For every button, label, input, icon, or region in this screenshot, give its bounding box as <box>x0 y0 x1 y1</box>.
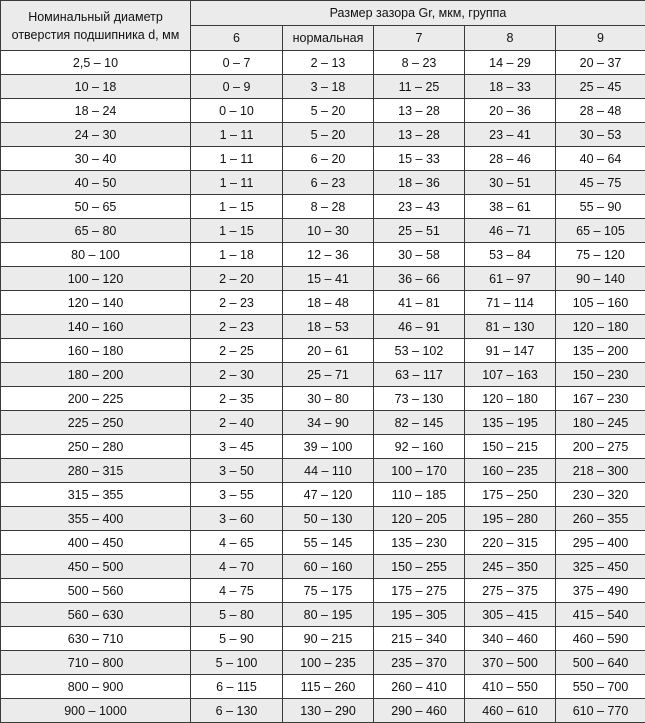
table-row <box>1 579 645 603</box>
group-9-cell: 167 – 230 <box>556 387 645 411</box>
group-6-cell: 2 – 30 <box>191 363 283 387</box>
group-6-cell: 3 – 50 <box>191 459 283 483</box>
group-7-cell: 215 – 340 <box>374 627 465 651</box>
group-8-cell: 160 – 235 <box>465 459 556 483</box>
diameter-cell: 18 – 24 <box>1 99 191 123</box>
group-normal-cell: 3 – 18 <box>283 75 374 99</box>
table-row <box>1 99 645 123</box>
diameter-cell: 140 – 160 <box>1 315 191 339</box>
group-6-cell: 5 – 100 <box>191 651 283 675</box>
group-6-cell: 2 – 35 <box>191 387 283 411</box>
table-row <box>1 651 645 675</box>
group-8-cell: 150 – 215 <box>465 435 556 459</box>
group-9-cell: 415 – 540 <box>556 603 645 627</box>
group-normal-cell: 20 – 61 <box>283 339 374 363</box>
group-8-cell: 20 – 36 <box>465 99 556 123</box>
diameter-cell: 900 – 1000 <box>1 699 191 723</box>
group-6-cell: 4 – 65 <box>191 531 283 555</box>
group-6-cell: 6 – 130 <box>191 699 283 723</box>
group-normal-cell: 5 – 20 <box>283 123 374 147</box>
group-7-cell: 13 – 28 <box>374 99 465 123</box>
group-6-cell: 2 – 23 <box>191 315 283 339</box>
group-8-cell: 370 – 500 <box>465 651 556 675</box>
group-9-cell: 65 – 105 <box>556 219 645 243</box>
group-9-cell: 150 – 230 <box>556 363 645 387</box>
group-normal-cell: 15 – 41 <box>283 267 374 291</box>
group-7-cell: 63 – 117 <box>374 363 465 387</box>
group-normal-cell: 10 – 30 <box>283 219 374 243</box>
group-normal-cell: 60 – 160 <box>283 555 374 579</box>
table-row <box>1 195 645 219</box>
diameter-cell: 250 – 280 <box>1 435 191 459</box>
group-6-cell: 2 – 25 <box>191 339 283 363</box>
table-row <box>1 603 645 627</box>
group-6-cell: 5 – 90 <box>191 627 283 651</box>
group-header-8: 8 <box>465 26 556 51</box>
group-8-cell: 340 – 460 <box>465 627 556 651</box>
table-row <box>1 339 645 363</box>
diameter-cell: 315 – 355 <box>1 483 191 507</box>
diameter-cell: 30 – 40 <box>1 147 191 171</box>
group-normal-cell: 5 – 20 <box>283 99 374 123</box>
diameter-cell: 120 – 140 <box>1 291 191 315</box>
table-row <box>1 507 645 531</box>
table-row <box>1 483 645 507</box>
group-7-cell: 18 – 36 <box>374 171 465 195</box>
group-9-cell: 180 – 245 <box>556 411 645 435</box>
group-8-cell: 135 – 195 <box>465 411 556 435</box>
group-6-cell: 3 – 60 <box>191 507 283 531</box>
group-9-cell: 135 – 200 <box>556 339 645 363</box>
group-8-cell: 107 – 163 <box>465 363 556 387</box>
group-8-cell: 195 – 280 <box>465 507 556 531</box>
diameter-cell: 500 – 560 <box>1 579 191 603</box>
diameter-cell: 50 – 65 <box>1 195 191 219</box>
group-7-cell: 92 – 160 <box>374 435 465 459</box>
diameter-cell: 560 – 630 <box>1 603 191 627</box>
table-row <box>1 171 645 195</box>
group-6-cell: 1 – 11 <box>191 171 283 195</box>
diameter-cell: 40 – 50 <box>1 171 191 195</box>
group-6-cell: 1 – 15 <box>191 219 283 243</box>
group-7-cell: 23 – 43 <box>374 195 465 219</box>
group-7-cell: 25 – 51 <box>374 219 465 243</box>
table-row <box>1 627 645 651</box>
group-6-cell: 1 – 15 <box>191 195 283 219</box>
diameter-cell: 160 – 180 <box>1 339 191 363</box>
group-7-cell: 73 – 130 <box>374 387 465 411</box>
group-normal-cell: 44 – 110 <box>283 459 374 483</box>
diameter-cell: 180 – 200 <box>1 363 191 387</box>
diameter-cell: 450 – 500 <box>1 555 191 579</box>
group-8-cell: 275 – 375 <box>465 579 556 603</box>
table-row <box>1 387 645 411</box>
group-9-cell: 55 – 90 <box>556 195 645 219</box>
group-9-cell: 295 – 400 <box>556 531 645 555</box>
group-header-7: 7 <box>374 26 465 51</box>
group-7-cell: 13 – 28 <box>374 123 465 147</box>
group-6-cell: 0 – 9 <box>191 75 283 99</box>
group-header-normal: нормальная <box>283 26 374 51</box>
header-row-1 <box>1 1 645 26</box>
table-row <box>1 459 645 483</box>
group-8-cell: 175 – 250 <box>465 483 556 507</box>
group-7-cell: 100 – 170 <box>374 459 465 483</box>
table-row <box>1 363 645 387</box>
table-row <box>1 315 645 339</box>
group-9-cell: 28 – 48 <box>556 99 645 123</box>
diameter-cell: 100 – 120 <box>1 267 191 291</box>
group-8-cell: 91 – 147 <box>465 339 556 363</box>
diameter-cell: 24 – 30 <box>1 123 191 147</box>
table-row <box>1 75 645 99</box>
group-7-cell: 46 – 91 <box>374 315 465 339</box>
group-7-cell: 36 – 66 <box>374 267 465 291</box>
group-6-cell: 3 – 45 <box>191 435 283 459</box>
group-9-cell: 550 – 700 <box>556 675 645 699</box>
group-9-cell: 40 – 64 <box>556 147 645 171</box>
group-6-cell: 2 – 40 <box>191 411 283 435</box>
group-6-cell: 5 – 80 <box>191 603 283 627</box>
group-normal-cell: 100 – 235 <box>283 651 374 675</box>
group-9-cell: 25 – 45 <box>556 75 645 99</box>
group-normal-cell: 2 – 13 <box>283 51 374 75</box>
group-6-cell: 1 – 11 <box>191 123 283 147</box>
group-8-cell: 410 – 550 <box>465 675 556 699</box>
group-header-6: 6 <box>191 26 283 51</box>
diameter-cell: 280 – 315 <box>1 459 191 483</box>
group-normal-cell: 25 – 71 <box>283 363 374 387</box>
group-9-cell: 105 – 160 <box>556 291 645 315</box>
table-row <box>1 51 645 75</box>
group-6-cell: 4 – 70 <box>191 555 283 579</box>
group-9-cell: 200 – 275 <box>556 435 645 459</box>
group-8-cell: 23 – 41 <box>465 123 556 147</box>
group-8-cell: 460 – 610 <box>465 699 556 723</box>
group-6-cell: 4 – 75 <box>191 579 283 603</box>
group-7-cell: 290 – 460 <box>374 699 465 723</box>
table-row <box>1 291 645 315</box>
table-header <box>1 1 645 51</box>
group-8-cell: 28 – 46 <box>465 147 556 171</box>
group-8-cell: 120 – 180 <box>465 387 556 411</box>
group-9-cell: 45 – 75 <box>556 171 645 195</box>
group-normal-cell: 6 – 23 <box>283 171 374 195</box>
group-7-cell: 41 – 81 <box>374 291 465 315</box>
group-7-cell: 11 – 25 <box>374 75 465 99</box>
group-6-cell: 0 – 10 <box>191 99 283 123</box>
group-7-cell: 150 – 255 <box>374 555 465 579</box>
group-6-cell: 2 – 20 <box>191 267 283 291</box>
group-header-9: 9 <box>556 26 645 51</box>
diameter-cell: 710 – 800 <box>1 651 191 675</box>
table-row <box>1 267 645 291</box>
diameter-cell: 630 – 710 <box>1 627 191 651</box>
group-normal-cell: 130 – 290 <box>283 699 374 723</box>
table-row <box>1 243 645 267</box>
group-normal-cell: 18 – 53 <box>283 315 374 339</box>
diameter-cell: 10 – 18 <box>1 75 191 99</box>
group-normal-cell: 8 – 28 <box>283 195 374 219</box>
table-row <box>1 123 645 147</box>
clearance-group-title: Размер зазора Gr, мкм, группа <box>191 1 645 26</box>
group-9-cell: 230 – 320 <box>556 483 645 507</box>
group-6-cell: 2 – 23 <box>191 291 283 315</box>
table-row <box>1 531 645 555</box>
group-normal-cell: 90 – 215 <box>283 627 374 651</box>
group-8-cell: 71 – 114 <box>465 291 556 315</box>
group-8-cell: 81 – 130 <box>465 315 556 339</box>
group-6-cell: 1 – 18 <box>191 243 283 267</box>
group-normal-cell: 47 – 120 <box>283 483 374 507</box>
table-row <box>1 675 645 699</box>
group-8-cell: 53 – 84 <box>465 243 556 267</box>
group-9-cell: 325 – 450 <box>556 555 645 579</box>
group-9-cell: 610 – 770 <box>556 699 645 723</box>
group-8-cell: 46 – 71 <box>465 219 556 243</box>
group-8-cell: 14 – 29 <box>465 51 556 75</box>
group-9-cell: 20 – 37 <box>556 51 645 75</box>
group-9-cell: 90 – 140 <box>556 267 645 291</box>
group-normal-cell: 6 – 20 <box>283 147 374 171</box>
diameter-cell: 80 – 100 <box>1 243 191 267</box>
group-9-cell: 218 – 300 <box>556 459 645 483</box>
diameter-cell: 2,5 – 10 <box>1 51 191 75</box>
group-7-cell: 53 – 102 <box>374 339 465 363</box>
table-row <box>1 219 645 243</box>
group-7-cell: 175 – 275 <box>374 579 465 603</box>
group-9-cell: 120 – 180 <box>556 315 645 339</box>
group-9-cell: 30 – 53 <box>556 123 645 147</box>
diameter-column-header: Номинальный диаметр отверстия подшипника d, мм <box>1 1 191 51</box>
table-row <box>1 699 645 723</box>
group-8-cell: 18 – 33 <box>465 75 556 99</box>
group-9-cell: 375 – 490 <box>556 579 645 603</box>
group-7-cell: 8 – 23 <box>374 51 465 75</box>
group-normal-cell: 55 – 145 <box>283 531 374 555</box>
group-normal-cell: 18 – 48 <box>283 291 374 315</box>
diameter-cell: 400 – 450 <box>1 531 191 555</box>
group-7-cell: 235 – 370 <box>374 651 465 675</box>
group-9-cell: 260 – 355 <box>556 507 645 531</box>
group-9-cell: 75 – 120 <box>556 243 645 267</box>
group-7-cell: 82 – 145 <box>374 411 465 435</box>
group-6-cell: 6 – 115 <box>191 675 283 699</box>
group-6-cell: 1 – 11 <box>191 147 283 171</box>
group-normal-cell: 34 – 90 <box>283 411 374 435</box>
group-7-cell: 120 – 205 <box>374 507 465 531</box>
diameter-cell: 200 – 225 <box>1 387 191 411</box>
group-normal-cell: 80 – 195 <box>283 603 374 627</box>
table-row <box>1 555 645 579</box>
group-9-cell: 500 – 640 <box>556 651 645 675</box>
group-8-cell: 220 – 315 <box>465 531 556 555</box>
group-7-cell: 135 – 230 <box>374 531 465 555</box>
diameter-cell: 65 – 80 <box>1 219 191 243</box>
group-normal-cell: 75 – 175 <box>283 579 374 603</box>
group-normal-cell: 50 – 130 <box>283 507 374 531</box>
table-row <box>1 147 645 171</box>
group-8-cell: 61 – 97 <box>465 267 556 291</box>
group-8-cell: 245 – 350 <box>465 555 556 579</box>
table-row <box>1 411 645 435</box>
group-7-cell: 110 – 185 <box>374 483 465 507</box>
group-6-cell: 0 – 7 <box>191 51 283 75</box>
group-8-cell: 305 – 415 <box>465 603 556 627</box>
group-8-cell: 30 – 51 <box>465 171 556 195</box>
diameter-cell: 225 – 250 <box>1 411 191 435</box>
group-7-cell: 260 – 410 <box>374 675 465 699</box>
group-normal-cell: 30 – 80 <box>283 387 374 411</box>
group-normal-cell: 12 – 36 <box>283 243 374 267</box>
group-9-cell: 460 – 590 <box>556 627 645 651</box>
group-7-cell: 15 – 33 <box>374 147 465 171</box>
group-normal-cell: 39 – 100 <box>283 435 374 459</box>
group-7-cell: 30 – 58 <box>374 243 465 267</box>
group-6-cell: 3 – 55 <box>191 483 283 507</box>
group-8-cell: 38 – 61 <box>465 195 556 219</box>
group-7-cell: 195 – 305 <box>374 603 465 627</box>
group-normal-cell: 115 – 260 <box>283 675 374 699</box>
table-row <box>1 435 645 459</box>
table-body <box>1 51 645 723</box>
diameter-cell: 355 – 400 <box>1 507 191 531</box>
diameter-cell: 800 – 900 <box>1 675 191 699</box>
